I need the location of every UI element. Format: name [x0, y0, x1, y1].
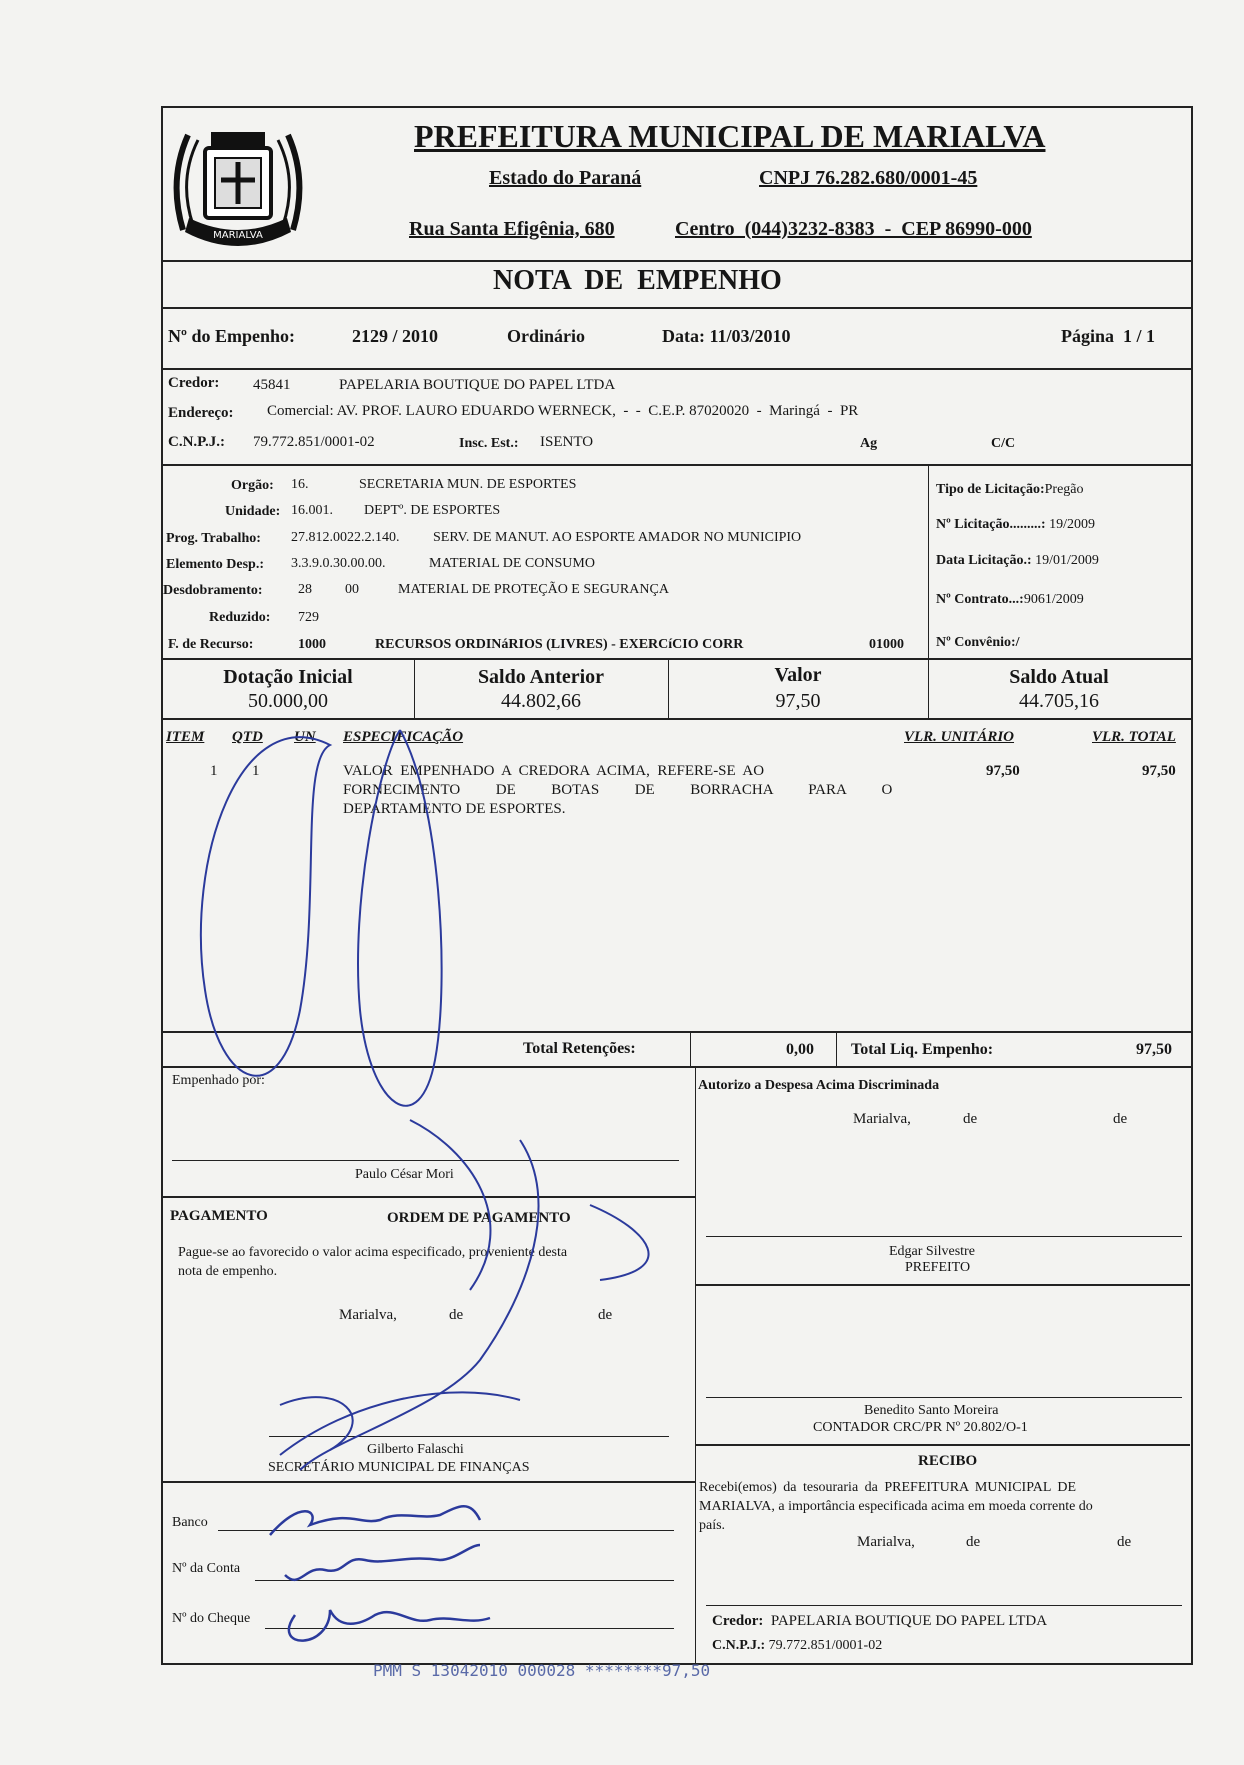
empenho-number-label: Nº do Empenho: [168, 326, 295, 346]
secretario-title: SECRETÁRIO MUNICIPAL DE FINANÇAS [268, 1460, 530, 1475]
de-label: de [1117, 1534, 1132, 1550]
elemento-name: MATERIAL DE CONSUMO [429, 556, 595, 571]
contrato-value: 9061/2009 [1023, 592, 1084, 607]
orgao-label: Orgão: [231, 478, 274, 493]
cheque-label: Nº do Cheque [172, 1611, 251, 1626]
elemento-label: Elemento Desp.: [166, 557, 264, 572]
pagamento-text-line1: Pague-se ao favorecido o valor acima especificado, proveniente desta [178, 1245, 568, 1260]
cnpj-label: C.N.P.J.: [168, 434, 225, 450]
city-label: Marialva, [853, 1111, 911, 1127]
desdobramento-a: 28 [298, 582, 312, 597]
recibo-text-line1: Recebi(emos) da tesouraria da PREFEITURA MUNICIPAL DE [699, 1480, 1077, 1495]
data-licitacao-label: Data Licitação.: [936, 553, 1032, 568]
item-number: 1 [210, 763, 218, 779]
street-label: Rua Santa Efigênia, 680 [409, 218, 615, 240]
state-label: Estado do Paraná [489, 167, 642, 189]
num-licitacao-value: 19/2009 [1049, 517, 1095, 532]
secretario-name: Gilberto Falaschi [367, 1442, 464, 1457]
conta-label: Nº da Conta [172, 1561, 241, 1576]
retencoes-label: Total Retenções: [523, 1040, 636, 1057]
valor-value: 97,50 [775, 690, 821, 712]
municipality-title: PREFEITURA MUNICIPAL DE MARIALVA [414, 118, 1046, 154]
recibo-credor-label: Credor: [712, 1613, 764, 1629]
col-unit-value: VLR. UNITÁRIO [904, 729, 1015, 745]
item-qtd: 1 [252, 763, 260, 779]
reduzido-label: Reduzido: [209, 610, 271, 625]
empenhado-label: Empenhado por: [172, 1073, 265, 1088]
col-un: UN [294, 729, 316, 745]
cnpj-header: CNPJ 76.282.680/0001-45 [759, 167, 978, 189]
dotacao-value: 50.000,00 [248, 690, 328, 712]
item-desc-line1: VALOR EMPENHADO A CREDORA ACIMA, REFERE-SE AO [343, 763, 765, 779]
elemento-code: 3.3.9.0.30.00.00. [291, 556, 386, 571]
doc-title: NOTA DE EMPENHO [493, 265, 782, 296]
liquido-value: 97,50 [1136, 1041, 1172, 1058]
convenio-label: Nº Convênio:/ [936, 635, 1020, 650]
empenhado-name: Paulo César Mori [355, 1167, 454, 1182]
saldo-atual-value: 44.705,16 [1019, 690, 1099, 712]
recibo-text-line3: país. [699, 1518, 726, 1533]
recibo-cnpj-label: C.N.P.J.: [712, 1638, 766, 1653]
liquido-label: Total Liq. Empenho: [851, 1041, 994, 1058]
recurso-number: 01000 [869, 637, 904, 652]
recurso-code: 1000 [298, 637, 326, 652]
desdobramento-label: Desdobramento: [163, 583, 263, 598]
de-label: de [966, 1534, 981, 1550]
de-label: de [1113, 1111, 1128, 1127]
recibo-text-line2: MARIALVA, a importância especificada acima em moeda corrente do [699, 1499, 1093, 1514]
tipo-licitacao-value: Pregão [1044, 482, 1084, 497]
unidade-name: DEPTº. DE ESPORTES [364, 503, 501, 518]
prefeito-title: PREFEITO [905, 1260, 971, 1275]
item-total-value: 97,50 [1142, 763, 1176, 779]
city-label: Marialva, [857, 1534, 915, 1550]
prog-name: SERV. DE MANUT. AO ESPORTE AMADOR NO MUNICIPIO [433, 530, 802, 545]
svg-text:MARIALVA: MARIALVA [213, 230, 263, 241]
recibo-cnpj: 79.772.851/0001-02 [768, 1638, 883, 1653]
desdobramento-b: 00 [345, 582, 359, 597]
insc-value: ISENTO [540, 434, 594, 450]
ordem-pagamento-label: ORDEM DE PAGAMENTO [387, 1210, 571, 1226]
unidade-code: 16.001. [291, 503, 333, 518]
page-number: Página 1 / 1 [1061, 326, 1156, 346]
credor-address: Comercial: AV. PROF. LAURO EDUARDO WERNECK, - - C.E.P. 87020020 - Maringá - PR [267, 403, 859, 419]
recibo-credor-name: PAPELARIA BOUTIQUE DO PAPEL LTDA [770, 1613, 1048, 1629]
payment-stamp: PMM S 13042010 000028 ********97,50 [373, 1661, 711, 1680]
col-item: ITEM [166, 729, 205, 745]
de-label: de [449, 1307, 464, 1323]
recibo-label: RECIBO [918, 1453, 978, 1469]
desdobramento-name: MATERIAL DE PROTEÇÃO E SEGURANÇA [398, 582, 669, 597]
orgao-code: 16. [291, 477, 309, 492]
saldo-anterior-label: Saldo Anterior [477, 666, 605, 688]
contador-name: Benedito Santo Moreira [864, 1403, 999, 1418]
col-total-value: VLR. TOTAL [1092, 729, 1176, 745]
credor-code: 45841 [253, 377, 291, 393]
valor-label: Valor [774, 664, 822, 686]
pagamento-text-line2: nota de empenho. [178, 1264, 278, 1279]
address-label: Centro (044)3232-8383 - CEP 86990-000 [675, 218, 1032, 240]
de-label: de [963, 1111, 978, 1127]
prog-code: 27.812.0022.2.140. [291, 530, 400, 545]
pagamento-label: PAGAMENTO [170, 1208, 268, 1224]
item-desc-line2: FORNECIMENTO DE BOTAS DE BORRACHA PARA O [343, 782, 893, 798]
credor-name: PAPELARIA BOUTIQUE DO PAPEL LTDA [339, 377, 616, 393]
address-label: Endereço: [168, 405, 234, 421]
banco-label: Banco [172, 1515, 208, 1530]
col-especificacao: ESPECIFICAÇÃO [343, 729, 464, 745]
agency-label: Ag [860, 436, 878, 451]
recurso-label: F. de Recurso: [168, 637, 254, 652]
credor-cnpj: 79.772.851/0001-02 [253, 434, 375, 450]
de-label: de [598, 1307, 613, 1323]
empenho-number: 2129 / 2010 [352, 326, 439, 346]
unidade-label: Unidade: [225, 504, 281, 519]
item-desc-line3: DEPARTAMENTO DE ESPORTES. [343, 801, 566, 817]
autorizo-label: Autorizo a Despesa Acima Discriminada [698, 1078, 940, 1093]
credor-label: Credor: [168, 375, 220, 391]
num-licitacao-label: Nº Licitação.........: [936, 517, 1046, 532]
contrato-label: Nº Contrato...: [936, 592, 1024, 607]
empenho-date: Data: 11/03/2010 [662, 326, 791, 346]
prefeito-name: Edgar Silvestre [889, 1244, 975, 1259]
recurso-name: RECURSOS ORDINáRIOS (LIVRES) - EXERCíCIO CORR [375, 637, 744, 652]
insc-label: Insc. Est.: [459, 436, 519, 451]
item-unit-value: 97,50 [986, 763, 1020, 779]
prog-label: Prog. Trabalho: [166, 531, 261, 546]
contador-title: CONTADOR CRC/PR Nº 20.802/O-1 [813, 1420, 1028, 1435]
saldo-atual-label: Saldo Atual [1009, 666, 1109, 688]
account-label: C/C [991, 436, 1016, 451]
tipo-licitacao-label: Tipo de Licitação: [936, 482, 1045, 497]
reduzido-value: 729 [298, 610, 319, 625]
orgao-name: SECRETARIA MUN. DE ESPORTES [359, 477, 577, 492]
dotacao-label: Dotação Inicial [223, 666, 353, 688]
city-label: Marialva, [339, 1307, 397, 1323]
data-licitacao-value: 19/01/2009 [1035, 553, 1099, 568]
col-qtd: QTD [232, 729, 263, 745]
empenho-kind: Ordinário [507, 326, 586, 346]
saldo-anterior-value: 44.802,66 [501, 690, 581, 712]
retencoes-value: 0,00 [786, 1041, 814, 1058]
